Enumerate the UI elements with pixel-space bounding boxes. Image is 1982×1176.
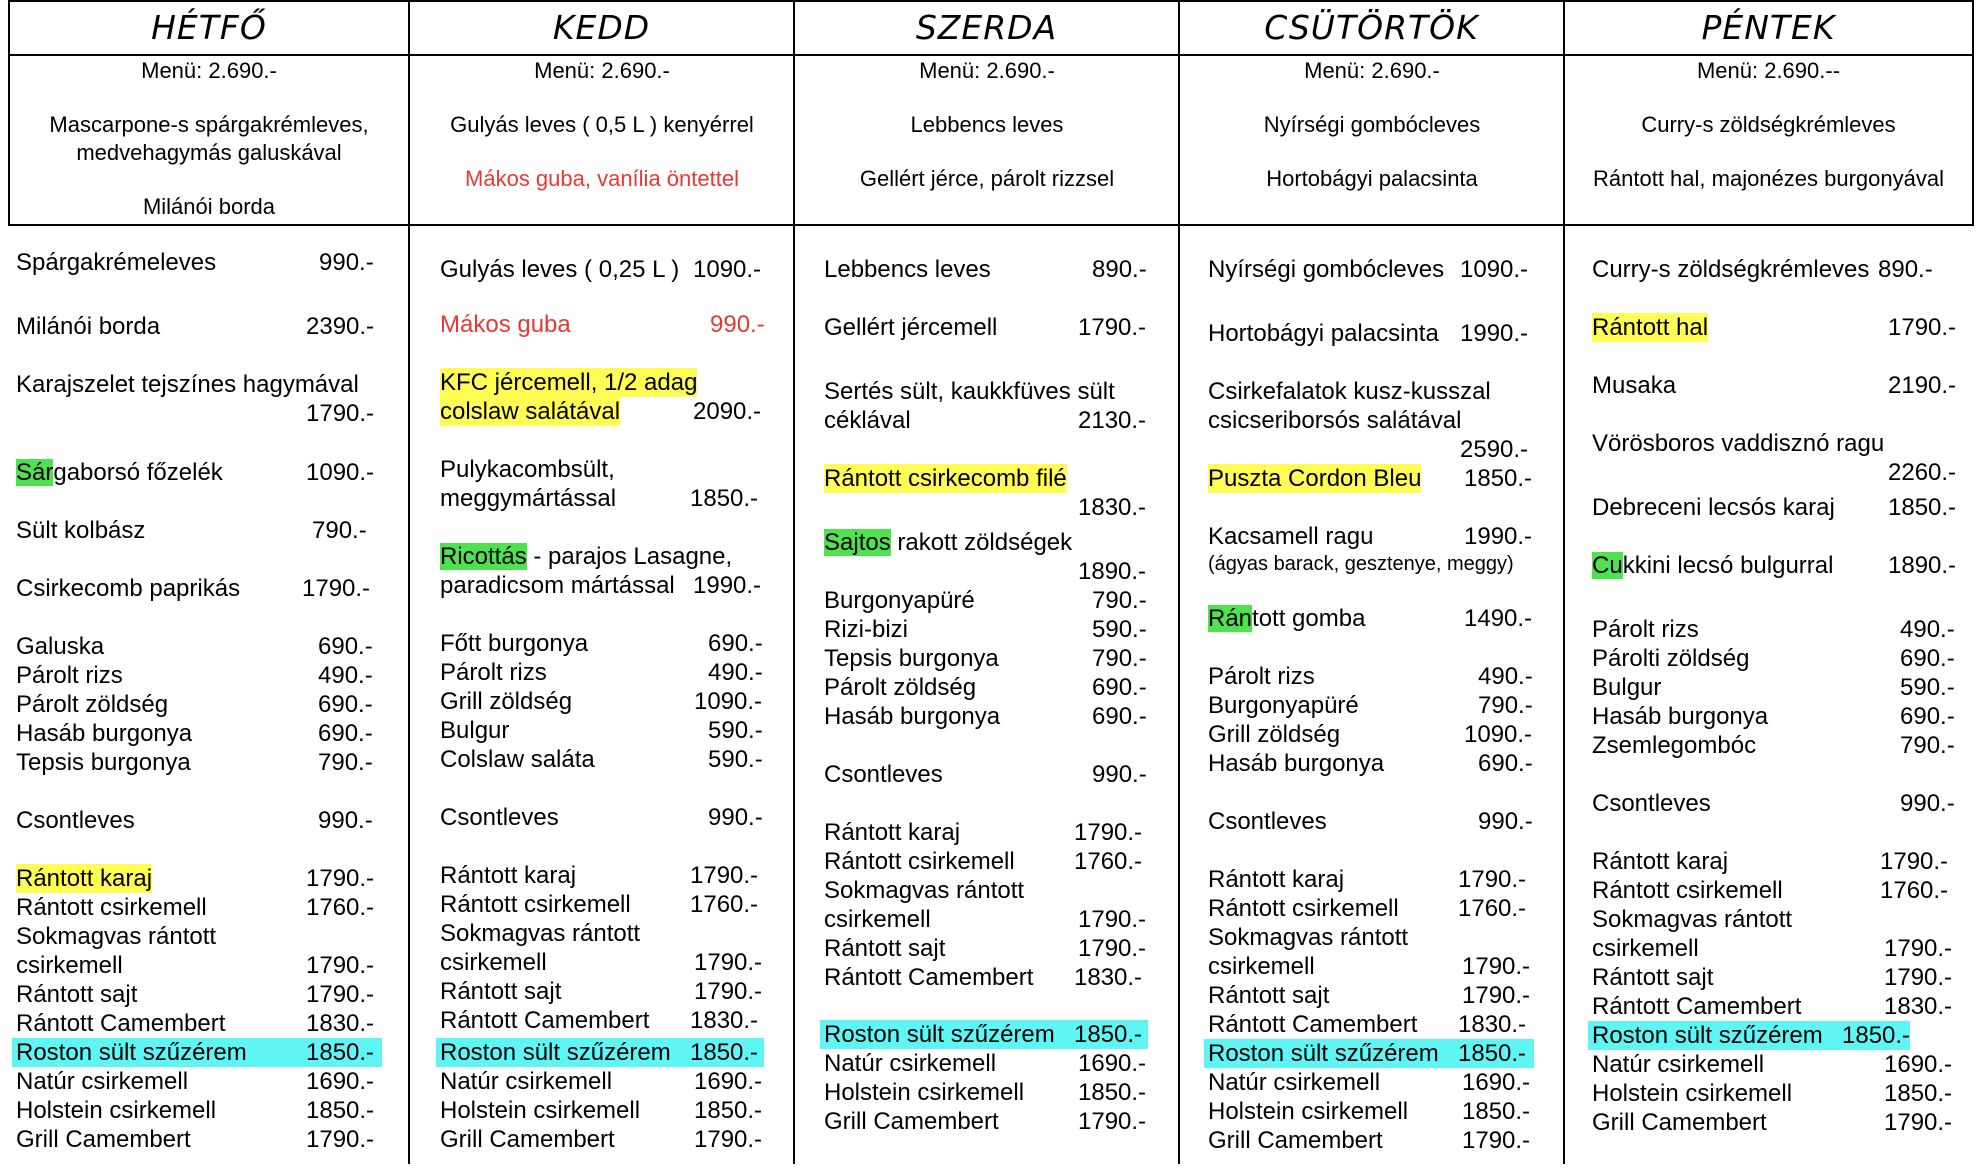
menu-item-price: 690.- (1092, 674, 1147, 701)
menu-item-name: Rántott csirkecomb filé (824, 465, 1067, 492)
menu-item-name: Musaka (1592, 372, 1677, 399)
menu-price: Menü: 2.690.- (534, 58, 670, 83)
menu-soup: Lebbencs leves (910, 112, 1064, 137)
menu-item-price: 690.- (1900, 645, 1955, 672)
menu-item-price: 790.- (1092, 645, 1147, 672)
menu-item-price: 590.- (1092, 616, 1147, 643)
day-header-thursday: CSÜTÖRTÖK (1264, 7, 1479, 47)
menu-item-name: Spárgakrémeleves (16, 249, 217, 276)
menu-item-name: Grill Camembert (824, 1108, 999, 1135)
menu-item-name: Sokmagvas rántott (1592, 906, 1793, 933)
menu-item-name: Gellért jércemell (824, 314, 998, 341)
menu-item-price: 1690.- (1078, 1050, 1147, 1077)
menu-item-price: 1890.- (1888, 552, 1957, 579)
menu-item-price: 1850.- (1464, 465, 1533, 492)
menu-item-name: Párolt rizs (440, 659, 547, 686)
menu-item-name: Milánói borda (16, 313, 161, 340)
menu-price: Menü: 2.690.- (1304, 58, 1440, 83)
menu-item-price: 490.- (1478, 663, 1533, 690)
menu-item-name: Vörösboros vaddisznó ragu (1592, 430, 1885, 457)
menu-item-price: 1790.- (1462, 1127, 1531, 1154)
menu-item-name (1592, 551, 1833, 580)
menu-item-name: Rántott karaj (824, 819, 961, 846)
menu-item-name: Nyírségi gombócleves (1208, 256, 1445, 283)
menu-item-name: Hasáb burgonya (16, 720, 193, 747)
menu-item-name: Rántott karaj (16, 865, 153, 892)
menu-item-price: 1990.- (1464, 523, 1533, 550)
table-right-border (1972, 0, 1974, 226)
menu-item-name: Rántott csirkemell (1208, 895, 1399, 922)
header-top-rule (8, 0, 1974, 2)
menu-item-price: 1850.- (1074, 1021, 1143, 1048)
menu-cell-friday (1567, 57, 1970, 225)
menu-item-price: 2390.- (306, 313, 375, 340)
menu-item-price: 2260.- (1888, 459, 1957, 486)
menu-item-name: Tepsis burgonya (16, 749, 191, 776)
menu-item-price: 1760.- (1458, 895, 1527, 922)
menu-item-name: Gulyás leves ( 0,25 L ) (440, 256, 680, 283)
menu-item-price: 1090.- (1464, 721, 1533, 748)
menu-item-name: Grill zöldség (440, 688, 573, 715)
menu-item-price: 990.- (710, 311, 765, 338)
menu-cell-wednesday (797, 57, 1177, 225)
menu-item-price: 1830.- (1458, 1011, 1527, 1038)
menu-item-name-cont: csicseriborsós salátával (1208, 407, 1462, 434)
menu-item-price: 2590.- (1460, 436, 1529, 463)
menu-item-price: 690.- (318, 720, 373, 747)
name-rest: gaborsó főzelék (53, 459, 223, 486)
menu-item-name: Csirkefalatok kusz-kusszal (1208, 378, 1491, 405)
menu-item-name: Grill zöldség (1208, 721, 1341, 748)
menu-item-name: Roston sült szűzérem (824, 1021, 1055, 1048)
menu-item-name: Rántott csirkemell (824, 848, 1015, 875)
menu-item-price: 1990.- (693, 572, 762, 599)
menu-item-name: Kacsamell ragu (1208, 523, 1374, 550)
menu-item-name: Curry-s zöldségkrémleves (1592, 256, 1870, 283)
menu-item-price: 1790.- (1462, 982, 1531, 1009)
menu-item-price: 1830.- (1884, 993, 1953, 1020)
menu-item-name: Rántott sajt (16, 981, 138, 1008)
menu-item-price: 1790.- (694, 949, 763, 976)
menu-item-name-cont: meggymártással (440, 485, 617, 512)
column-divider (1563, 0, 1565, 1164)
menu-item-price: 1790.- (1880, 848, 1949, 875)
menu-item-name: Colslaw saláta (440, 746, 595, 773)
menu-item-price: 1790.- (1884, 1109, 1953, 1136)
menu-item-name: Galuska (16, 633, 105, 660)
menu-item-name: Rántott karaj (440, 862, 577, 889)
menu-item-name: Sokmagvas rántott (824, 877, 1025, 904)
menu-item-name: Grill Camembert (16, 1126, 191, 1153)
menu-item-price: 1790.- (306, 1126, 375, 1153)
menu-item-price: 990.- (1092, 761, 1147, 788)
menu-item-price: 1790.- (1078, 1108, 1147, 1135)
menu-item-name (16, 458, 223, 487)
menu-item-price: 1690.- (1462, 1069, 1531, 1096)
menu-item-name: Zsemlegombóc (1592, 732, 1757, 759)
menu-item-price: 1760.- (690, 891, 759, 918)
menu-item-price: 690.- (1478, 750, 1533, 777)
menu-item-name: Hasáb burgonya (824, 703, 1001, 730)
menu-item-name-cont: csirkemell (1592, 935, 1699, 962)
menu-item-price: 990.- (318, 807, 373, 834)
menu-main: Hortobágyi palacsinta (1266, 166, 1478, 191)
column-divider (1178, 0, 1180, 1164)
menu-item-price: 1790.- (690, 862, 759, 889)
menu-item-price: 1790.- (1884, 964, 1953, 991)
menu-item-name: Rántott csirkemell (440, 891, 631, 918)
menu-item-price: 990.- (1478, 808, 1533, 835)
menu-cell-thursday (1182, 57, 1562, 225)
menu-main: Mákos guba, vanília öntettel (465, 166, 739, 191)
menu-item-name: Rántott karaj (1592, 848, 1729, 875)
menu-soup: Gulyás leves ( 0,5 L ) kenyérrel (450, 112, 754, 137)
menu-item-price: 1690.- (306, 1068, 375, 1095)
menu-item-name: Tepsis burgonya (824, 645, 999, 672)
menu-item-name: Natúr csirkemell (440, 1068, 613, 1095)
menu-item-price: 990.- (319, 249, 374, 276)
menu-price: Menü: 2.690.-- (1696, 58, 1841, 83)
menu-item-price: 1850.- (306, 1097, 375, 1124)
menu-item-price: 890.- (1092, 256, 1147, 283)
menu-item-name-cont: csirkemell (824, 906, 931, 933)
menu-item-name: Burgonyapüré (824, 587, 975, 614)
name-rest: kkini lecsó bulgurral (1622, 552, 1834, 579)
menu-item-price: 1790.- (1078, 935, 1147, 962)
menu-item-price: 1790.- (1888, 314, 1957, 341)
menu-item-price: 1790.- (1074, 819, 1143, 846)
menu-item-price: 1790.- (694, 978, 763, 1005)
column-divider (408, 0, 410, 1164)
name-rest: rakott zöldségek (890, 529, 1073, 556)
menu-item-name: Pulykacombsült, (440, 456, 615, 483)
menu-main: Gellért jérce, párolt rizzsel (859, 166, 1115, 191)
menu-item-price: 790.- (312, 517, 367, 544)
menu-item-price: 690.- (318, 691, 373, 718)
menu-item-name: Grill Camembert (440, 1126, 615, 1153)
menu-item-price: 1850.- (1078, 1079, 1147, 1106)
menu-item-price: 1790.- (306, 981, 375, 1008)
menu-main: Milánói borda (142, 194, 276, 219)
menu-item-name: Natúr csirkemell (1592, 1051, 1765, 1078)
menu-item-price: 1850.- (306, 1039, 375, 1066)
menu-item-price: 1830.- (1074, 964, 1143, 991)
menu-item-name: Párolt rizs (1208, 663, 1315, 690)
menu-item-price: 590.- (708, 717, 763, 744)
menu-item-price: 1690.- (694, 1068, 763, 1095)
menu-item-name: Hortobágyi palacsinta (1208, 320, 1439, 347)
menu-item-price: 490.- (318, 662, 373, 689)
menu-item-name: Holstein csirkemell (824, 1079, 1025, 1106)
menu-item-name: Bulgur (440, 717, 510, 744)
menu-item-price: 1760.- (306, 894, 375, 921)
menu-soup: Mascarpone-s spárgakrémleves, medvehagymás galuskával (49, 112, 369, 165)
menu-item-name: Csontleves (16, 807, 135, 834)
menu-item-price: 690.- (1092, 703, 1147, 730)
menu-item-name: Rántott sajt (824, 935, 946, 962)
menu-item-price: 1490.- (1464, 605, 1533, 632)
menu-item-name: Párolti zöldség (1592, 645, 1750, 672)
menu-item-price: 690.- (708, 630, 763, 657)
menu-item-price: 1790.- (1884, 935, 1953, 962)
menu-item-name: Holstein csirkemell (16, 1097, 217, 1124)
menu-item-price: 490.- (708, 659, 763, 686)
menu-item-name: Bulgur (1592, 674, 1662, 701)
menu-item-name: Sokmagvas rántott (16, 923, 217, 950)
menu-soup: Curry-s zöldségkrémleves (1641, 112, 1896, 137)
highlight-mark: Sár (16, 459, 54, 486)
menu-item-price: 2130.- (1078, 407, 1147, 434)
menu-cell-tuesday (412, 57, 792, 225)
menu-item-price: 490.- (1900, 616, 1955, 643)
name-rest: - parajos Lasagne, (526, 543, 733, 570)
menu-item-price: 1850.- (690, 1039, 759, 1066)
menu-item-name: Rántott Camembert (440, 1007, 650, 1034)
menu-item-name: Mákos guba (440, 311, 571, 338)
menu-item-price: 890.- (1878, 256, 1933, 283)
menu-item-price: 1890.- (1078, 558, 1147, 585)
menu-item-price: 1850.- (1888, 494, 1957, 521)
header-bottom-rule (8, 54, 1974, 56)
menu-item-name: Sertés sült, kaukkfüves sült (824, 378, 1115, 405)
menu-item-price: 1850.- (1462, 1098, 1531, 1125)
menu-item-price: 1090.- (1460, 256, 1529, 283)
menu-item-name-cont: paradicsom mártással (440, 572, 675, 599)
menu-item-name (824, 528, 1072, 557)
day-header-wednesday: SZERDA (915, 7, 1058, 47)
menu-item-name: Hasáb burgonya (1208, 750, 1385, 777)
menu-item-name: Rántott csirkemell (16, 894, 207, 921)
menu-item-name-cont: csirkemell (1208, 953, 1315, 980)
menu-item-price: 1790.- (306, 865, 375, 892)
menu-item-name-cont: colslaw salátával (440, 398, 621, 425)
column-divider (793, 0, 795, 1164)
menu-item-price: 1850.- (1884, 1080, 1953, 1107)
menu-item-name: Sokmagvas rántott (440, 920, 641, 947)
menu-item-name: Rántott hal (1592, 314, 1709, 341)
menu-item-name: Párolt rizs (16, 662, 123, 689)
menu-item-name: Csontleves (824, 761, 943, 788)
menu-item-price: 1790.- (1078, 314, 1147, 341)
menu-item-name: Párolt zöldség (824, 674, 977, 701)
menu-item-price: 1790.- (694, 1126, 763, 1153)
menu-item-name: Rántott csirkemell (1592, 877, 1783, 904)
menu-item-name: Rántott Camembert (16, 1010, 226, 1037)
menu-item-price: 1790.- (1458, 866, 1527, 893)
menu-item-name: Roston sült szűzérem (440, 1039, 671, 1066)
menu-item-name: Debreceni lecsós karaj (1592, 494, 1835, 521)
menu-item-price: 1830.- (1078, 494, 1147, 521)
menu-item-price: 1790.- (1462, 953, 1531, 980)
menu-item-price: 1790.- (1078, 906, 1147, 933)
menu-item-name: Natúr csirkemell (16, 1068, 189, 1095)
day-header-friday: PÉNTEK (1701, 7, 1836, 47)
menu-item-name: Grill Camembert (1208, 1127, 1383, 1154)
menu-item-price: 590.- (1900, 674, 1955, 701)
menu-item-price: 2190.- (1888, 372, 1957, 399)
menu-item-name: Roston sült szűzérem (16, 1039, 247, 1066)
menu-item-price: 1850.- (694, 1097, 763, 1124)
menu-item-price: 690.- (1900, 703, 1955, 730)
menu-item-price: 1830.- (690, 1007, 759, 1034)
menu-item-name: Csontleves (440, 804, 559, 831)
menu-item-name: Rántott sajt (1208, 982, 1330, 1009)
menu-item-price: 1790.- (306, 952, 375, 979)
menu-item-name: Sokmagvas rántott (1208, 924, 1409, 951)
menu-item-price: 790.- (318, 749, 373, 776)
menu-item-price: 1090.- (693, 256, 762, 283)
menu-price: Menü: 2.690.- (919, 58, 1055, 83)
menu-item-price: 1760.- (1880, 877, 1949, 904)
menu-item-price: 1850.- (1458, 1040, 1527, 1067)
menu-main: Rántott hal, majonézes burgonyával (1593, 166, 1944, 191)
menu-item-name: Karajszelet tejszínes hagymával (16, 371, 359, 398)
menu-item-name-cont: csirkemell (16, 952, 123, 979)
menu-item-price: 1990.- (1460, 320, 1529, 347)
menu-item-name: Rántott Camembert (824, 964, 1034, 991)
menu-item-name: Rizi-bizi (824, 616, 908, 643)
menu-item-name: Puszta Cordon Bleu (1208, 465, 1422, 492)
menu-item-name: Párolt rizs (1592, 616, 1699, 643)
highlight-mark: Sajtos (824, 529, 891, 556)
menu-item-name: Roston sült szűzérem (1208, 1040, 1439, 1067)
menu-item-name-cont: céklával (824, 407, 911, 434)
menu-soup: Nyírségi gombócleves (1263, 112, 1481, 137)
menu-item-name (1208, 604, 1365, 633)
menu-item-price: 590.- (708, 746, 763, 773)
menu-item-name: Rántott Camembert (1592, 993, 1802, 1020)
menu-item-price: 790.- (1478, 692, 1533, 719)
menu-item-price: 1790.- (306, 400, 375, 427)
menu-item-name: KFC jércemell, 1/2 adag (440, 369, 698, 396)
menu-item-name: Rántott karaj (1208, 866, 1345, 893)
menu-item-name: Rántott sajt (1592, 964, 1714, 991)
highlight-mark: Cu (1592, 552, 1623, 579)
menu-item-price: 990.- (708, 804, 763, 831)
menu-item-name: Holstein csirkemell (1208, 1098, 1409, 1125)
highlight-mark: Ricottás (440, 543, 527, 570)
name-rest: tott gomba (1252, 605, 1366, 632)
menu-item-name: Holstein csirkemell (1592, 1080, 1793, 1107)
menu-item-name: Főtt burgonya (440, 630, 589, 657)
menu-item-name: Holstein csirkemell (440, 1097, 641, 1124)
menu-item-name: Hasáb burgonya (1592, 703, 1769, 730)
menu-item-price: 1760.- (1074, 848, 1143, 875)
menu-item-name (440, 542, 732, 571)
menu-item-price: 1090.- (306, 459, 375, 486)
menu-item-name: Csontleves (1208, 808, 1327, 835)
menu-item-price: 1850.- (690, 485, 759, 512)
highlight-mark: Rán (1208, 605, 1253, 632)
menu-item-name: Csirkecomb paprikás (16, 575, 241, 602)
menu-item-name: Grill Camembert (1592, 1109, 1767, 1136)
menu-item-name: Burgonyapüré (1208, 692, 1359, 719)
menu-item-price: 690.- (318, 633, 373, 660)
menu-item-price: 2090.- (693, 398, 762, 425)
menu-price: Menü: 2.690.- (141, 58, 277, 83)
menu-item-name: Rántott sajt (440, 978, 562, 1005)
day-header-tuesday: KEDD (552, 7, 651, 47)
menu-item-name: Roston sült szűzérem (1592, 1022, 1823, 1049)
menu-item-name: Lebbencs leves (824, 256, 991, 283)
day-header-monday: HÉTFŐ (151, 7, 267, 47)
menu-item-name-cont: csirkemell (440, 949, 547, 976)
menu-item-name: Sült kolbász (16, 517, 146, 544)
menu-item-price: 1690.- (1884, 1051, 1953, 1078)
menu-item-name: Natúr csirkemell (1208, 1069, 1381, 1096)
menu-item-name: Csontleves (1592, 790, 1711, 817)
menu-item-price: 790.- (1900, 732, 1955, 759)
menu-item-note: (ágyas barack, gesztenye, meggy) (1208, 553, 1514, 575)
menu-item-name: Rántott Camembert (1208, 1011, 1418, 1038)
menu-item-price: 1790.- (302, 575, 371, 602)
menu-item-name: Párolt zöldség (16, 691, 169, 718)
menu-item-price: 1830.- (306, 1010, 375, 1037)
menu-item-price: 790.- (1092, 587, 1147, 614)
menu-item-name: Natúr csirkemell (824, 1050, 997, 1077)
menu-item-price: 990.- (1900, 790, 1955, 817)
menu-cell-monday (20, 57, 398, 225)
menu-item-price: 1850.- (1842, 1022, 1911, 1049)
menu-item-price: 1090.- (694, 688, 763, 715)
